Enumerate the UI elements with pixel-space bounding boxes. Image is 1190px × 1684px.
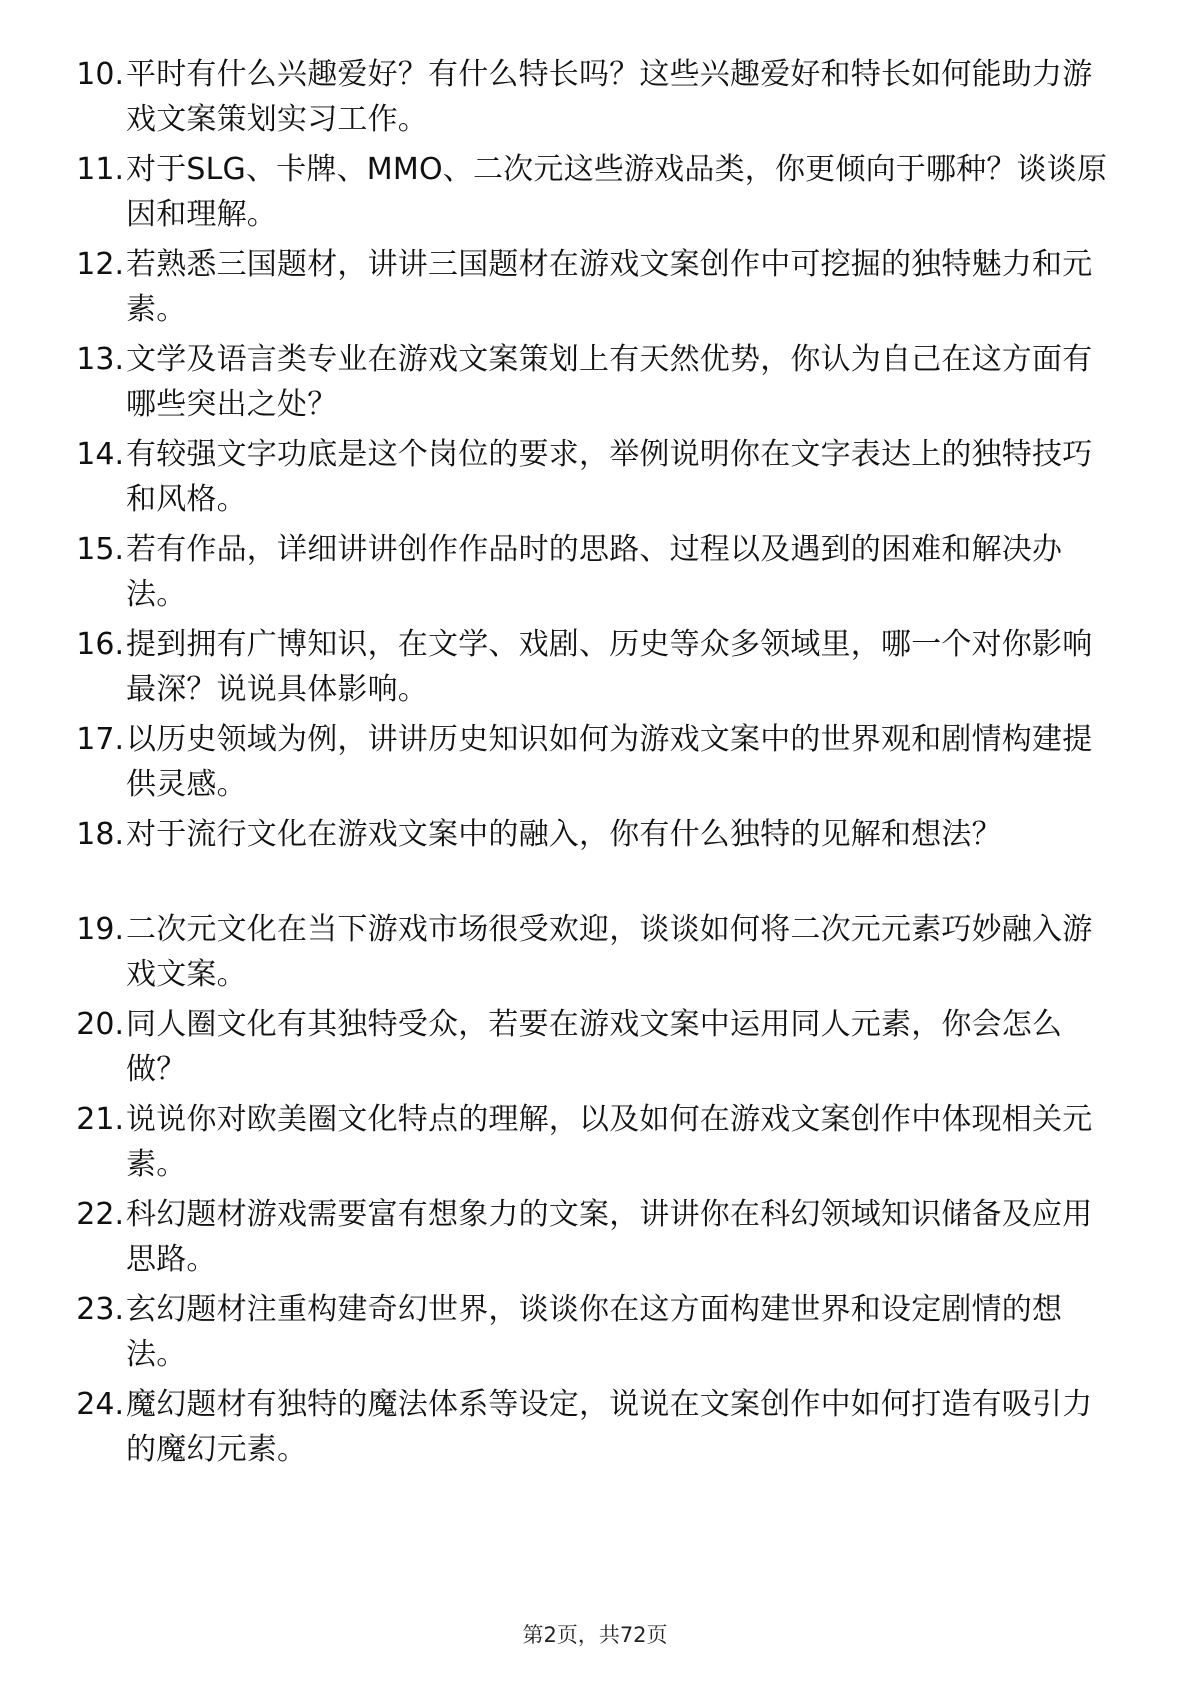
item-text: 科幻题材游戏需要富有想象力的文案，讲讲你在科幻领域知识储备及应用思路。 <box>126 1197 1093 1277</box>
list-item <box>60 812 1120 912</box>
list-item <box>60 1097 1120 1197</box>
item-number: 20. <box>76 1007 124 1042</box>
list-item <box>60 527 1120 627</box>
item-text: 玄幻题材注重构建奇幻世界，谈谈你在这方面构建世界和设定剧情的想法。 <box>126 1292 1063 1372</box>
list-item <box>60 717 1120 817</box>
item-text: 有较强文字功底是这个岗位的要求，举例说明你在文字表达上的独特技巧和风格。 <box>126 437 1093 517</box>
item-number: 17. <box>76 722 124 757</box>
item-number: 13. <box>76 342 124 377</box>
item-text: 对于流行文化在游戏文案中的融入，你有什么独特的见解和想法？ <box>126 817 1002 852</box>
list-item <box>60 432 1120 532</box>
item-number: 22. <box>76 1197 124 1232</box>
list-item <box>60 147 1120 247</box>
item-text: 对于SLG、卡牌、MMO、二次元这些游戏品类，你更倾向于哪种？谈谈原因和理解。 <box>126 152 1108 232</box>
item-number: 12. <box>76 247 124 282</box>
list-item <box>60 1002 1120 1102</box>
item-text: 同人圈文化有其独特受众，若要在游戏文案中运用同人元素，你会怎么做？ <box>126 1007 1063 1087</box>
item-number: 14. <box>76 437 124 472</box>
list-item <box>60 1192 1120 1292</box>
item-number: 16. <box>76 627 124 662</box>
item-number: 24. <box>76 1387 124 1422</box>
item-text: 平时有什么兴趣爱好？有什么特长吗？这些兴趣爱好和特长如何能助力游戏文案策划实习工作。 <box>126 57 1093 137</box>
list-item <box>60 1382 1120 1482</box>
item-number: 23. <box>76 1292 124 1327</box>
list-item <box>60 52 1120 152</box>
item-text: 以历史领域为例，讲讲历史知识如何为游戏文案中的世界观和剧情构建提供灵感。 <box>126 722 1093 802</box>
list-item <box>60 242 1120 342</box>
list-item <box>60 337 1120 437</box>
item-number: 15. <box>76 532 124 567</box>
item-number: 19. <box>76 912 124 947</box>
item-text: 提到拥有广博知识，在文学、戏剧、历史等众多领域里，哪一个对你影响最深？说说具体影响。 <box>126 627 1093 707</box>
item-number: 10. <box>76 57 124 92</box>
item-number: 21. <box>76 1102 124 1137</box>
item-text: 魔幻题材有独特的魔法体系等设定，说说在文案创作中如何打造有吸引力的魔幻元素。 <box>126 1387 1093 1467</box>
list-item <box>60 1287 1120 1387</box>
item-text: 文学及语言类专业在游戏文案策划上有天然优势，你认为自己在这方面有哪些突出之处？ <box>126 342 1093 422</box>
item-number: 18. <box>76 817 124 852</box>
item-number: 11. <box>76 152 124 187</box>
page-number: 第2页，共72页 <box>522 1623 668 1647</box>
item-text: 二次元文化在当下游戏市场很受欢迎，谈谈如何将二次元元素巧妙融入游戏文案。 <box>126 912 1093 992</box>
list-item <box>60 622 1120 722</box>
item-text: 若熟悉三国题材，讲讲三国题材在游戏文案创作中可挖掘的独特魅力和元素。 <box>126 247 1093 327</box>
item-text: 说说你对欧美圈文化特点的理解，以及如何在游戏文案创作中体现相关元素。 <box>126 1102 1093 1182</box>
list-item <box>60 907 1120 1007</box>
item-text: 若有作品，详细讲讲创作作品时的思路、过程以及遇到的困难和解决办法。 <box>126 532 1063 612</box>
